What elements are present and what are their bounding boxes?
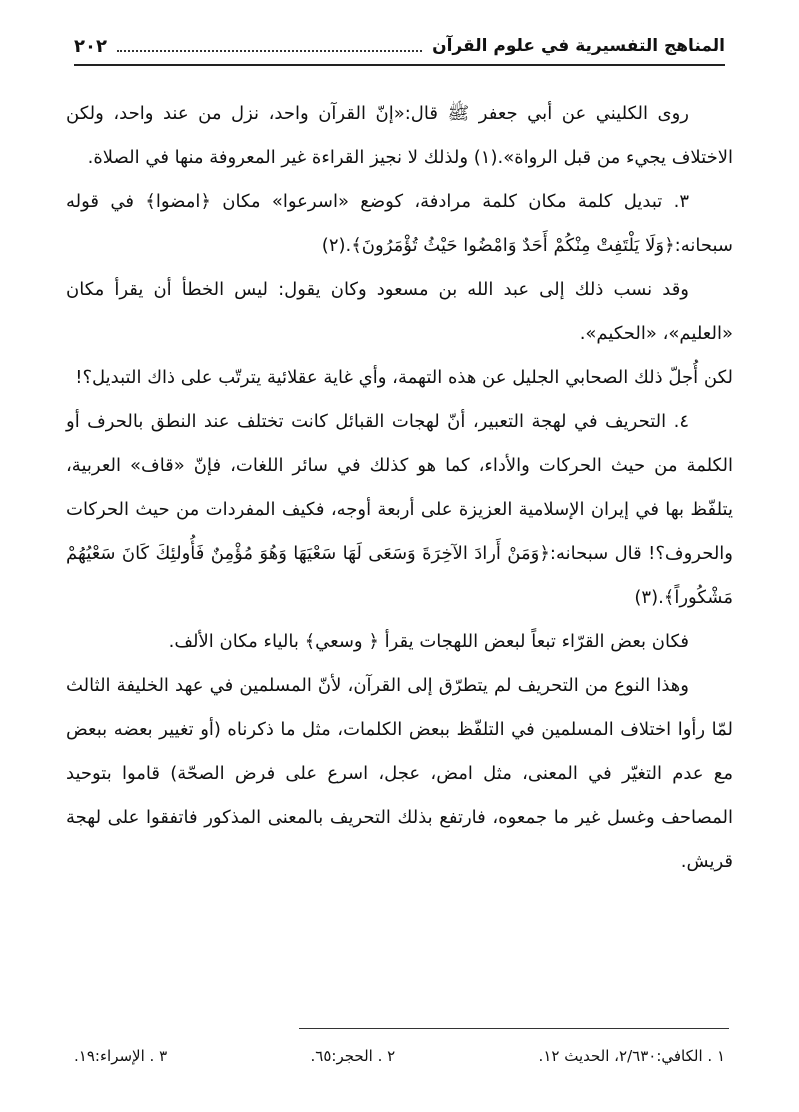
paragraph-readers-dialects: فكان بعض القرّاء تبعاً لبعض اللهجات يقرأ ﴿ وسعي﴾ بالياء مكان الألف.: [168, 631, 689, 652]
main-text: [66, 92, 733, 884]
footnote-2: ٢ . الحجر:٦٥.: [310, 1047, 396, 1065]
paragraph-kulayni-narration: روى الكليني عن أبي جعفر ﷺ قال:«إنّ القرآن واحد، نزل من عند واحد، ولكن الاختلاف يجيء من قبل الرواة».(١) ولذلك لا نجيز القراءة غير المعروفة منها في الصلاة.: [66, 103, 733, 168]
footnotes: [74, 1042, 725, 1070]
footnote-3: ٣ . الإسراء:١٩.: [74, 1047, 168, 1065]
header-dotted-leader: [117, 50, 422, 52]
page-number: ٢٠٢: [74, 35, 107, 57]
paragraph-companion-defense: لكن أُجلّ ذلك الصحابي الجليل عن هذه التهمة، وأي غاية عقلائية يترتّب على ذاك التبديل؟!: [75, 367, 733, 388]
running-title: المناهج التفسيرية في علوم القرآن: [432, 36, 725, 56]
paragraph-synonym-substitution: ٣. تبديل كلمة مكان كلمة مرادفة، كوضع «اسرعوا» مكان ﴿امضوا﴾ في قوله سبحانه:﴿وَلَا يَلْتَفِتْ مِنْكُمْ أَحَدٌ وَامْضُوا حَيْثُ تُؤْمَرُونَ﴾.(٢): [66, 191, 733, 256]
page-header: [74, 28, 725, 66]
paragraph-unified-mushaf: وهذا النوع من التحريف لم يتطرّق إلى القرآن، لأنّ المسلمين في عهد الخليفة الثالث لمّا رأوا اختلاف المسلمين في التلفّظ ببعض الكلمات، مثل ما ذكرناه (أو تغيير بعضه ببعض مع عدم التغيّر في المعنى، مثل امض، عجل، اسرع على فرض الصحّة) قاموا بتوحيد المصاحف وغسل غير ما جمعوه، فارتفع بذلك التحريف بالمعنى المذكور فاتفقوا على لهجة قريش.: [66, 675, 733, 872]
paragraph-ibn-masud: وقد نسب ذلك إلى عبد الله بن مسعود وكان يقول: ليس الخطأ أن يقرأ مكان «العليم»، «الحكيم».: [66, 279, 733, 344]
footnote-separator: [299, 1028, 729, 1029]
paragraph-dialect-distortion: ٤. التحريف في لهجة التعبير، أنّ لهجات القبائل كانت تختلف عند النطق بالحرف أو الكلمة من حيث الحركات والأداء، كما هو كذلك في سائر اللغات، فإنّ «قاف» العربية، يتلفّظ بها في إيران الإسلامية العزيزة على أربعة أوجه، فكيف المفردات من حيث الحركات والحروف؟! قال سبحانه:﴿وَمَنْ أَرادَ الآخِرَةَ وَسَعَى لَهَا سَعْيَهَا وَهُوَ مُؤْمِنٌ فَأُولئِكَ كَانَ سَعْيُهُمْ مَشْكُوراً﴾.(٣): [66, 411, 733, 608]
footnote-1: ١ . الكافي:٢/٦٣٠، الحديث ١٢.: [538, 1047, 725, 1065]
